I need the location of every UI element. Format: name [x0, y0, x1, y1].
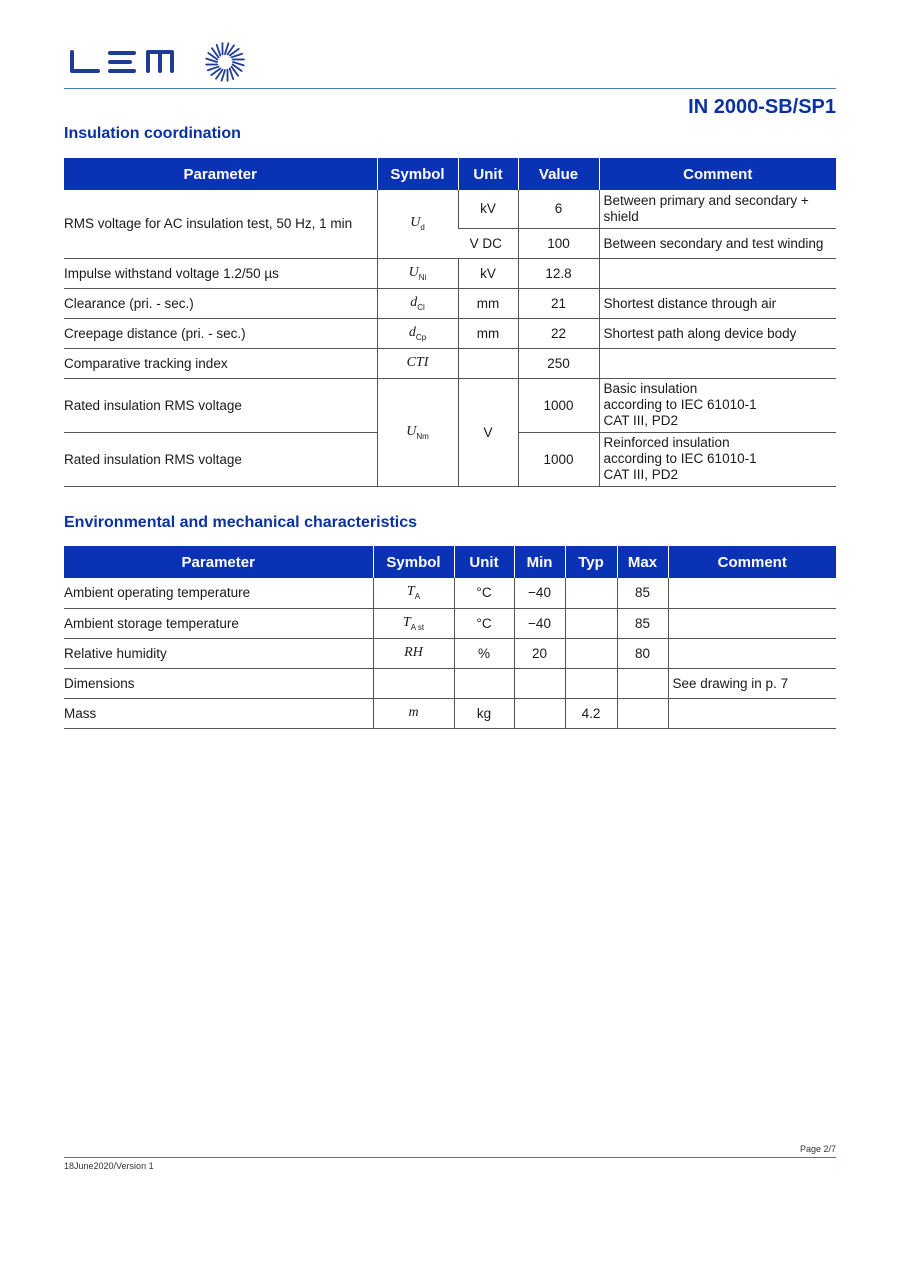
symbol-cell: CTI	[377, 348, 458, 378]
symbol-cell: $d_{Cl}$	[377, 288, 458, 318]
table-row	[64, 608, 836, 638]
parameter-cell: Creepage distance (pri. - sec.)	[64, 318, 377, 348]
min-cell	[514, 668, 565, 698]
header-comment: Comment	[599, 158, 836, 190]
header-value: Value	[518, 158, 599, 190]
unit-cell: °C	[454, 578, 514, 608]
typ-cell	[565, 578, 617, 608]
parameter-cell: Impulse withstand voltage 1.2/50 µs	[64, 258, 377, 288]
insulation-header-row	[64, 158, 836, 190]
unit-cell: °C	[454, 608, 514, 638]
typ-cell	[565, 668, 617, 698]
header-typ: Typ	[565, 546, 617, 578]
unit-cell	[454, 668, 514, 698]
unit-cell: kV	[458, 190, 518, 228]
max-cell: 80	[617, 638, 668, 668]
comment-cell	[599, 258, 836, 288]
header-rule	[64, 88, 836, 89]
max-cell: 85	[617, 608, 668, 638]
unit-cell: V DC	[458, 228, 518, 258]
header-parameter: Parameter	[64, 546, 373, 578]
comment-cell	[668, 578, 836, 608]
parameter-cell: Rated insulation RMS voltage	[64, 378, 377, 432]
comment-cell	[599, 348, 836, 378]
table-row	[64, 318, 836, 348]
comment-cell: Basic insulation according to IEC 61010-1 CAT III, PD2	[599, 378, 836, 432]
symbol-cell: $d_{Cp}$	[377, 318, 458, 348]
insulation-section-title: Insulation coordination	[64, 125, 241, 142]
comment-cell	[668, 608, 836, 638]
symbol-cell: $U_{Nm}$	[377, 378, 458, 486]
table-row	[64, 288, 836, 318]
footer-rule	[64, 1157, 836, 1158]
header-unit: Unit	[458, 158, 518, 190]
value-cell: 1000	[518, 378, 599, 432]
parameter-cell: Clearance (pri. - sec.)	[64, 288, 377, 318]
unit-cell	[458, 348, 518, 378]
symbol-cell: m	[373, 698, 454, 728]
unit-cell: kV	[458, 258, 518, 288]
table-row	[64, 668, 836, 698]
parameter-cell: Rated insulation RMS voltage	[64, 432, 377, 486]
max-cell: 85	[617, 578, 668, 608]
comment-cell: Shortest distance through air	[599, 288, 836, 318]
min-cell: −40	[514, 578, 565, 608]
table-row	[64, 638, 836, 668]
symbol-cell: $U_{Ni}$	[377, 258, 458, 288]
lem-logo-graphic	[68, 40, 248, 84]
typ-cell	[565, 608, 617, 638]
sunburst-ray	[231, 54, 242, 58]
parameter-cell: Mass	[64, 698, 373, 728]
comment-cell: Between primary and secondary + shield	[599, 190, 836, 228]
header-symbol: Symbol	[377, 158, 458, 190]
sunburst-ray	[230, 68, 234, 79]
symbol-cell: RH	[373, 638, 454, 668]
table-row	[64, 378, 836, 432]
comment-cell: Reinforced insulation according to IEC 61010-1 CAT III, PD2	[599, 432, 836, 486]
comment-cell	[668, 638, 836, 668]
parameter-cell: Relative humidity	[64, 638, 373, 668]
value-cell: 6	[518, 190, 599, 228]
table-row	[64, 190, 836, 228]
typ-cell	[565, 638, 617, 668]
sunburst-ray	[208, 67, 219, 71]
table-row	[64, 698, 836, 728]
value-cell: 1000	[518, 432, 599, 486]
max-cell	[617, 698, 668, 728]
min-cell: −40	[514, 608, 565, 638]
typ-cell: 4.2	[565, 698, 617, 728]
comment-cell	[668, 698, 836, 728]
parameter-cell: RMS voltage for AC insulation test, 50 Hz, 1 min	[64, 190, 377, 258]
header-symbol: Symbol	[373, 546, 454, 578]
value-cell: 250	[518, 348, 599, 378]
document-title: IN 2000-SB/SP1	[688, 96, 836, 118]
table-row	[64, 348, 836, 378]
unit-cell: kg	[454, 698, 514, 728]
parameter-cell: Dimensions	[64, 668, 373, 698]
comment-cell: See drawing in p. 7	[668, 668, 836, 698]
page-number: Page 2/7	[799, 1144, 836, 1154]
comment-cell: Between secondary and test winding	[599, 228, 836, 258]
max-cell	[617, 668, 668, 698]
version-label: 18June2020/Version 1	[64, 1161, 154, 1171]
environmental-table	[64, 546, 836, 729]
parameter-cell: Comparative tracking index	[64, 348, 377, 378]
value-cell: 100	[518, 228, 599, 258]
header-parameter: Parameter	[64, 158, 377, 190]
symbol-cell: $U_d$	[377, 190, 458, 258]
unit-cell: mm	[458, 288, 518, 318]
symbol-cell	[373, 668, 454, 698]
unit-cell: mm	[458, 318, 518, 348]
parameter-cell: Ambient operating temperature	[64, 578, 373, 608]
table-row	[64, 258, 836, 288]
header-comment: Comment	[668, 546, 836, 578]
min-cell: 20	[514, 638, 565, 668]
sunburst-icon	[206, 43, 244, 81]
table-row	[64, 578, 836, 608]
environmental-section-title: Environmental and mechanical characteristics	[64, 514, 418, 531]
comment-cell: Shortest path along device body	[599, 318, 836, 348]
parameter-cell: Ambient storage temperature	[64, 608, 373, 638]
symbol-cell: $T_{A st}$	[373, 608, 454, 638]
symbol-cell: $T_A$	[373, 578, 454, 608]
lem-logo	[68, 40, 248, 89]
value-cell: 21	[518, 288, 599, 318]
unit-cell: V	[458, 378, 518, 486]
sunburst-ray	[217, 45, 221, 56]
value-cell: 22	[518, 318, 599, 348]
header-unit: Unit	[454, 546, 514, 578]
header-min: Min	[514, 546, 565, 578]
unit-cell: %	[454, 638, 514, 668]
header-max: Max	[617, 546, 668, 578]
min-cell	[514, 698, 565, 728]
insulation-table	[64, 158, 836, 487]
value-cell: 12.8	[518, 258, 599, 288]
environmental-header-row	[64, 546, 836, 578]
